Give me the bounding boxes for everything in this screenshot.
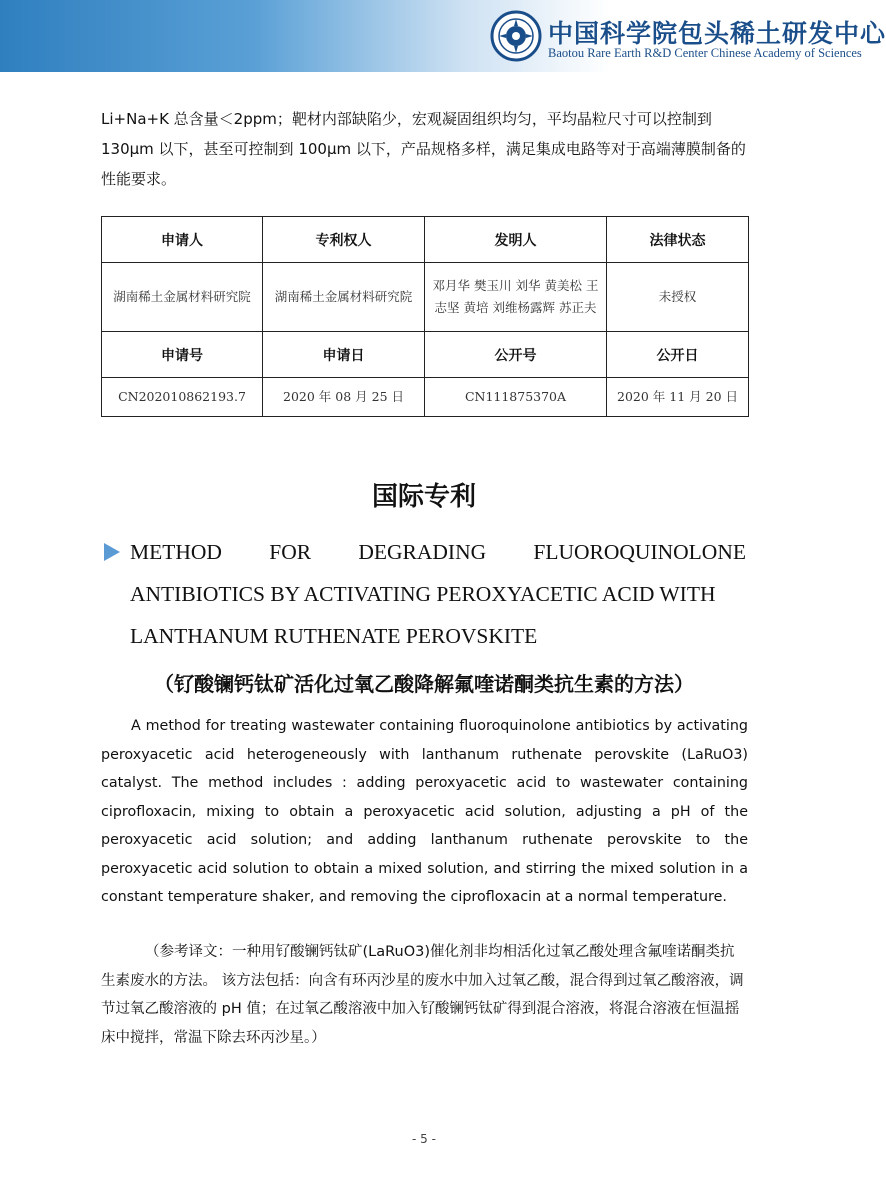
title-word: FLUOROQUINOLONE — [533, 540, 746, 564]
org-name-cn: 中国科学院包头稀土研发中心 — [548, 19, 886, 48]
patent-title-line-1 — [130, 540, 746, 565]
title-word: METHOD — [130, 540, 222, 564]
table-row — [102, 378, 749, 417]
cas-logo-icon — [490, 10, 542, 62]
header-publication-date: 公开日 — [607, 332, 749, 378]
header-publication-no: 公开号 — [425, 332, 607, 378]
cell-applicant: 湖南稀土金属材料研究院 — [102, 263, 263, 332]
table-row — [102, 263, 749, 332]
abstract-en: A method for treating wastewater containing fluoroquinolone antibiotics by activating peroxyacetic acid heterogeneously with lanthanum ruthenate perovskite (LaRuO3) catalyst. The method includes : adding peroxyacetic acid to wastewater containing ciprofloxacin, mixing to obtain a peroxyacetic acid solution, adjusting a pH of the peroxyacetic acid solution; and adding lanthanum ruthenate perovskite to the peroxyacetic acid solution to obtain a mixed solution, and stirring the mixed solution in a constant temperature shaker, and removing the ciprofloxacin at a normal temperature. — [101, 718, 748, 905]
intro-paragraph: Li+Na+K 总含量＜2ppm；靶材内部缺陷少，宏观凝固组织均匀，平均晶粒尺寸可以控制到 130μm 以下，甚至可控制到 100μm 以下，产品规格多样，满足集成电路等对于高端薄膜制备的性能要求。 — [101, 110, 746, 188]
cell-patentee: 湖南稀土金属材料研究院 — [263, 263, 425, 332]
cell-publication-date: 2020 年 11 月 20 日 — [607, 378, 749, 417]
translation-cn: （参考译文：一种用钌酸镧钙钛矿(LaRuO3)催化剂非均相活化过氧乙酸处理含氟喹诺酮类抗生素废水的方法。 该方法包括：向含有环丙沙星的废水中加入过氧乙酸，混合得到过氧乙酸溶液，调节过氧乙酸溶液的 pH 值；在过氧乙酸溶液中加入钌酸镧钙钛矿得到混合溶液，将混合溶液在恒温摇床中搅拌，常温下除去环丙沙星。） — [101, 944, 744, 1046]
patent-title-line-3: LANTHANUM RUTHENATE PEROVSKITE — [130, 624, 538, 648]
page-number: - 5 - — [412, 1132, 436, 1146]
title-word: DEGRADING — [358, 540, 487, 564]
patent-title-cn: （钌酸镧钙钛矿活化过氧乙酸降解氟喹诺酮类抗生素的方法） — [154, 672, 694, 696]
section-title: 国际专利 — [371, 482, 476, 512]
header-application-date: 申请日 — [263, 332, 425, 378]
header-patentee: 专利权人 — [263, 217, 425, 263]
header-legal-status: 法律状态 — [607, 217, 749, 263]
org-name-en: Baotou Rare Earth R&D Center Chinese Academy of Sciences — [548, 46, 862, 60]
triangle-bullet-icon — [104, 543, 120, 561]
header-applicant: 申请人 — [102, 217, 263, 263]
header-application-no: 申请号 — [102, 332, 263, 378]
table-header-row — [102, 332, 749, 378]
cell-publication-no: CN111875370A — [425, 378, 607, 417]
title-word: FOR — [269, 540, 312, 564]
header-inventor: 发明人 — [425, 217, 607, 263]
table-header-row — [102, 217, 749, 263]
cell-legal-status: 未授权 — [607, 263, 749, 332]
cell-application-date: 2020 年 08 月 25 日 — [263, 378, 425, 417]
cell-inventors: 邓月华 樊玉川 刘华 黄美松 王志坚 黄培 刘维杨露辉 苏正夫 — [425, 263, 607, 332]
cell-application-no: CN202010862193.7 — [102, 378, 263, 417]
patent-title-line-2: ANTIBIOTICS BY ACTIVATING PEROXYACETIC ACID WITH — [130, 582, 716, 606]
patent-info-table — [101, 216, 749, 417]
